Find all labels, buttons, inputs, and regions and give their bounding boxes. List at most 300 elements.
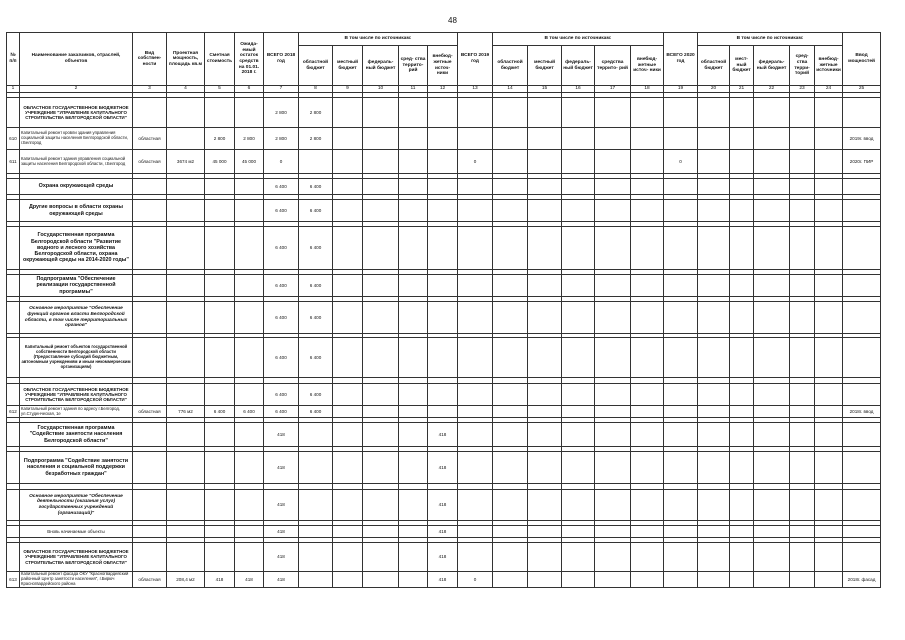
- cell-total-2018: 2 800: [264, 128, 299, 150]
- row-number: [7, 275, 20, 297]
- cell-vn-2019: [631, 406, 664, 418]
- row-name: Капитальный ремонт объектов государственной собственности Белгородской области (Предоставление субсидий бюджетным, автономным учреждениям и иным некоммерческим организациям): [20, 338, 133, 378]
- cell-vn-2018: [428, 227, 458, 270]
- cell-expected: [235, 338, 264, 378]
- cell-ob-2018: 6 400: [299, 302, 333, 334]
- cell-fb-2020: [754, 179, 790, 195]
- cell-mb-2020: [730, 526, 754, 538]
- cell-st-2019: [595, 227, 631, 270]
- cell-ownership: областная: [133, 406, 167, 418]
- cell-mb-2018: [333, 275, 363, 297]
- cell-st-2019: [595, 452, 631, 484]
- cell-st-2018: [399, 452, 428, 484]
- cell-total-2018: 418: [264, 490, 299, 521]
- row-name: Охрана окружающей среды: [20, 179, 133, 195]
- cell-fb-2018: [363, 179, 399, 195]
- cell-mb-2019: [528, 526, 562, 538]
- cell-vn-2018: 418: [428, 490, 458, 521]
- cell-total-2020: [664, 452, 698, 484]
- cell-total-2019: [458, 200, 493, 222]
- cell-vn-2019: [631, 227, 664, 270]
- cell-fb-2020: [754, 128, 790, 150]
- header-capacity: Проектная мощность, площадь кв.м: [167, 33, 205, 86]
- cell-capacity: [167, 179, 205, 195]
- cell-mb-2018: [333, 406, 363, 418]
- cell-ob-2018: [299, 543, 333, 572]
- cell-fb-2019: [562, 490, 595, 521]
- column-number: 23: [790, 86, 815, 93]
- cell-mb-2019: [528, 98, 562, 128]
- cell-st-2018: [399, 275, 428, 297]
- header-name: Наименование заказчиков, отраслей, объектов: [20, 33, 133, 86]
- cell-total-2020: [664, 526, 698, 538]
- cell-vn-2020: [815, 490, 843, 521]
- column-number: 24: [815, 86, 843, 93]
- cell-mb-2020: [730, 384, 754, 406]
- cell-st-2019: [595, 384, 631, 406]
- cell-ob-2020: [698, 275, 730, 297]
- cell-mb-2018: [333, 150, 363, 174]
- cell-st-2019: [595, 98, 631, 128]
- cell-expected: [235, 302, 264, 334]
- cell-vn-2018: [428, 338, 458, 378]
- cell-total-2018: 6 400: [264, 179, 299, 195]
- cell-ob-2019: [493, 200, 528, 222]
- cell-commissioning: [843, 543, 881, 572]
- cell-mb-2019: [528, 179, 562, 195]
- cell-mb-2020: [730, 128, 754, 150]
- cell-total-2018: 6 400: [264, 200, 299, 222]
- row-number: [7, 200, 20, 222]
- cell-st-2018: [399, 338, 428, 378]
- cell-ownership: [133, 338, 167, 378]
- cell-fb-2019: [562, 406, 595, 418]
- cell-ob-2020: [698, 526, 730, 538]
- cell-st-2020: [790, 179, 815, 195]
- cell-fb-2019: [562, 200, 595, 222]
- header-src-2018-regional: областной бюджет: [299, 46, 333, 86]
- cell-ob-2019: [493, 179, 528, 195]
- cell-fb-2019: [562, 302, 595, 334]
- cell-fb-2019: [562, 98, 595, 128]
- cell-fb-2018: [363, 406, 399, 418]
- cell-fb-2018: [363, 490, 399, 521]
- cell-total-2018: 418: [264, 572, 299, 588]
- row-name: Подпрограмма "Обеспечение реализации государственной программы": [20, 275, 133, 297]
- cell-fb-2020: [754, 338, 790, 378]
- cell-fb-2018: [363, 423, 399, 447]
- cell-ob-2018: 2 800: [299, 128, 333, 150]
- cell-vn-2018: [428, 275, 458, 297]
- cell-cost: [205, 490, 235, 521]
- cell-ob-2018: [299, 490, 333, 521]
- cell-ob-2020: [698, 490, 730, 521]
- cell-expected: [235, 179, 264, 195]
- cell-fb-2018: [363, 543, 399, 572]
- cell-fb-2020: [754, 452, 790, 484]
- cell-st-2018: [399, 128, 428, 150]
- cell-st-2018: [399, 98, 428, 128]
- cell-vn-2020: [815, 423, 843, 447]
- row-name: Капитальный ремонт здания управления социальной защиты населения Белгородской области, г.Белгород: [20, 150, 133, 174]
- cell-mb-2018: [333, 302, 363, 334]
- cell-fb-2018: [363, 150, 399, 174]
- cell-mb-2018: [333, 543, 363, 572]
- row-number: 610: [7, 128, 20, 150]
- column-number: 3: [133, 86, 167, 93]
- cell-vn-2018: [428, 179, 458, 195]
- cell-mb-2018: [333, 526, 363, 538]
- cell-total-2020: [664, 227, 698, 270]
- cell-total-2020: [664, 302, 698, 334]
- cell-mb-2018: [333, 423, 363, 447]
- cell-ownership: [133, 423, 167, 447]
- cell-capacity: 776 м2: [167, 406, 205, 418]
- row-number: [7, 423, 20, 447]
- cell-total-2020: [664, 572, 698, 588]
- cell-mb-2019: [528, 406, 562, 418]
- cell-mb-2020: [730, 227, 754, 270]
- cell-cost: [205, 227, 235, 270]
- cell-capacity: [167, 338, 205, 378]
- cell-st-2019: [595, 572, 631, 588]
- cell-ob-2018: 6 400: [299, 179, 333, 195]
- cell-total-2019: [458, 128, 493, 150]
- cell-mb-2018: [333, 338, 363, 378]
- table-row: [7, 452, 881, 484]
- cell-mb-2019: [528, 452, 562, 484]
- cell-vn-2019: [631, 572, 664, 588]
- cell-total-2020: [664, 338, 698, 378]
- cell-mb-2020: [730, 543, 754, 572]
- cell-total-2020: 0: [664, 150, 698, 174]
- cell-vn-2019: [631, 452, 664, 484]
- column-number: 15: [528, 86, 562, 93]
- cell-mb-2019: [528, 128, 562, 150]
- cell-expected: [235, 543, 264, 572]
- cell-mb-2020: [730, 200, 754, 222]
- cell-commissioning: [843, 526, 881, 538]
- cell-ownership: [133, 384, 167, 406]
- cell-mb-2020: [730, 98, 754, 128]
- cell-cost: [205, 98, 235, 128]
- cell-mb-2019: [528, 150, 562, 174]
- investment-table: [6, 32, 881, 588]
- cell-ob-2018: 6 400: [299, 227, 333, 270]
- cell-ob-2020: [698, 150, 730, 174]
- cell-vn-2018: [428, 384, 458, 406]
- cell-total-2019: [458, 338, 493, 378]
- table-row: [7, 384, 881, 406]
- cell-vn-2019: [631, 338, 664, 378]
- cell-expected: [235, 200, 264, 222]
- cell-ownership: областная: [133, 128, 167, 150]
- cell-commissioning: 2018г. фасад: [843, 572, 881, 588]
- cell-st-2018: [399, 543, 428, 572]
- row-number: [7, 543, 20, 572]
- cell-vn-2019: [631, 128, 664, 150]
- header-total-2018: ВСЕГО 2018 год: [264, 33, 299, 86]
- cell-fb-2019: [562, 128, 595, 150]
- cell-commissioning: [843, 200, 881, 222]
- cell-capacity: [167, 526, 205, 538]
- cell-fb-2019: [562, 572, 595, 588]
- cell-fb-2018: [363, 128, 399, 150]
- column-number: 4: [167, 86, 205, 93]
- cell-total-2018: 418: [264, 543, 299, 572]
- cell-ob-2018: 6 400: [299, 384, 333, 406]
- cell-vn-2020: [815, 179, 843, 195]
- cell-fb-2018: [363, 200, 399, 222]
- cell-ob-2018: [299, 526, 333, 538]
- column-number: 20: [698, 86, 730, 93]
- cell-ob-2020: [698, 227, 730, 270]
- cell-total-2020: [664, 543, 698, 572]
- cell-fb-2019: [562, 150, 595, 174]
- table-row: [7, 179, 881, 195]
- cell-vn-2019: [631, 98, 664, 128]
- cell-vn-2020: [815, 275, 843, 297]
- column-number: 10: [363, 86, 399, 93]
- cell-expected: [235, 275, 264, 297]
- cell-vn-2018: [428, 200, 458, 222]
- cell-capacity: 3674 м2: [167, 150, 205, 174]
- cell-mb-2020: [730, 423, 754, 447]
- cell-total-2020: [664, 179, 698, 195]
- cell-st-2020: [790, 572, 815, 588]
- cell-total-2018: 6 400: [264, 406, 299, 418]
- cell-mb-2018: [333, 572, 363, 588]
- cell-st-2018: [399, 179, 428, 195]
- header-total-2019: ВСЕГО 2019 год: [458, 33, 493, 86]
- cell-vn-2020: [815, 572, 843, 588]
- cell-fb-2019: [562, 275, 595, 297]
- cell-capacity: [167, 543, 205, 572]
- cell-st-2019: [595, 490, 631, 521]
- cell-st-2018: [399, 572, 428, 588]
- cell-cost: 2 800: [205, 128, 235, 150]
- cell-st-2020: [790, 227, 815, 270]
- row-name: ОБЛАСТНОЕ ГОСУДАРСТВЕННОЕ БЮДЖЕТНОЕ УЧРЕЖДЕНИЕ "УПРАВЛЕНИЕ КАПИТАЛЬНОГО СТРОИТЕЛЬСТВА БЕЛГОРОДСКОЙ ОБЛАСТИ": [20, 543, 133, 572]
- column-number: 17: [595, 86, 631, 93]
- cell-ownership: [133, 227, 167, 270]
- cell-ob-2019: [493, 406, 528, 418]
- cell-total-2018: 6 400: [264, 384, 299, 406]
- cell-ownership: областная: [133, 572, 167, 588]
- cell-capacity: 208,4 м2: [167, 572, 205, 588]
- cell-st-2020: [790, 406, 815, 418]
- cell-cost: [205, 338, 235, 378]
- cell-st-2019: [595, 200, 631, 222]
- cell-expected: [235, 227, 264, 270]
- header-src-2018-federal: федераль- ный бюджет: [363, 46, 399, 86]
- cell-mb-2020: [730, 338, 754, 378]
- cell-st-2018: [399, 526, 428, 538]
- cell-capacity: [167, 128, 205, 150]
- row-number: [7, 338, 20, 378]
- column-number: 6: [235, 86, 264, 93]
- cell-total-2018: 6 400: [264, 338, 299, 378]
- cell-st-2019: [595, 302, 631, 334]
- cell-total-2018: 2 800: [264, 98, 299, 128]
- row-number: 612: [7, 406, 20, 418]
- cell-ob-2020: [698, 384, 730, 406]
- column-number: 9: [333, 86, 363, 93]
- cell-capacity: [167, 302, 205, 334]
- header-no: № п/п: [7, 33, 20, 86]
- cell-st-2018: [399, 200, 428, 222]
- cell-mb-2018: [333, 128, 363, 150]
- cell-total-2018: 6 400: [264, 302, 299, 334]
- cell-total-2020: [664, 98, 698, 128]
- cell-ob-2020: [698, 572, 730, 588]
- cell-st-2019: [595, 179, 631, 195]
- cell-expected: 45 000: [235, 150, 264, 174]
- cell-st-2018: [399, 384, 428, 406]
- cell-cost: [205, 543, 235, 572]
- cell-ownership: областная: [133, 150, 167, 174]
- column-number-row: [7, 86, 881, 93]
- cell-fb-2018: [363, 98, 399, 128]
- cell-total-2018: 0: [264, 150, 299, 174]
- header-src-2020-local: мест- ный бюджет: [730, 46, 754, 86]
- cell-ob-2018: 2 800: [299, 98, 333, 128]
- cell-st-2018: [399, 150, 428, 174]
- cell-mb-2019: [528, 338, 562, 378]
- cell-vn-2020: [815, 452, 843, 484]
- cell-fb-2019: [562, 384, 595, 406]
- cell-ob-2020: [698, 423, 730, 447]
- cell-fb-2020: [754, 543, 790, 572]
- cell-cost: 418: [205, 572, 235, 588]
- cell-st-2019: [595, 275, 631, 297]
- cell-mb-2020: [730, 452, 754, 484]
- column-number: 22: [754, 86, 790, 93]
- header-src-2019-territories: средства террито- рий: [595, 46, 631, 86]
- cell-expected: [235, 384, 264, 406]
- row-number: [7, 179, 20, 195]
- column-number: 5: [205, 86, 235, 93]
- cell-vn-2018: 418: [428, 452, 458, 484]
- cell-commissioning: [843, 452, 881, 484]
- cell-cost: [205, 302, 235, 334]
- cell-commissioning: 2019г. ввод: [843, 128, 881, 150]
- cell-fb-2020: [754, 490, 790, 521]
- column-number: 12: [428, 86, 458, 93]
- cell-capacity: [167, 200, 205, 222]
- column-number: 11: [399, 86, 428, 93]
- table-row: [7, 275, 881, 297]
- cell-fb-2019: [562, 179, 595, 195]
- cell-mb-2018: [333, 227, 363, 270]
- cell-expected: 418: [235, 572, 264, 588]
- cell-fb-2019: [562, 452, 595, 484]
- cell-commissioning: [843, 423, 881, 447]
- cell-expected: [235, 452, 264, 484]
- cell-fb-2018: [363, 384, 399, 406]
- header-sources-2020: В том числе по источникам:: [698, 33, 843, 46]
- cell-vn-2020: [815, 338, 843, 378]
- cell-commissioning: [843, 384, 881, 406]
- cell-mb-2018: [333, 179, 363, 195]
- cell-total-2020: [664, 384, 698, 406]
- row-name: Государственная программа Белгородской области "Развитие водного и лесного хозяйства Белгородской области, охрана окружающей среды на 2014-2020 годы": [20, 227, 133, 270]
- cell-fb-2020: [754, 200, 790, 222]
- cell-total-2019: [458, 275, 493, 297]
- cell-vn-2019: [631, 526, 664, 538]
- cell-ob-2020: [698, 200, 730, 222]
- cell-ob-2020: [698, 406, 730, 418]
- cell-vn-2018: [428, 150, 458, 174]
- column-number: 14: [493, 86, 528, 93]
- cell-total-2019: [458, 302, 493, 334]
- cell-vn-2019: [631, 423, 664, 447]
- table-row: [7, 406, 881, 418]
- cell-mb-2019: [528, 275, 562, 297]
- cell-total-2020: [664, 406, 698, 418]
- column-number: 13: [458, 86, 493, 93]
- table-row: [7, 423, 881, 447]
- cell-vn-2019: [631, 179, 664, 195]
- row-number: [7, 98, 20, 128]
- cell-commissioning: [843, 98, 881, 128]
- table-row: [7, 227, 881, 270]
- cell-total-2019: [458, 543, 493, 572]
- cell-st-2020: [790, 98, 815, 128]
- cell-ob-2019: [493, 572, 528, 588]
- cell-total-2018: 418: [264, 423, 299, 447]
- cell-mb-2019: [528, 543, 562, 572]
- cell-st-2020: [790, 452, 815, 484]
- row-number: [7, 227, 20, 270]
- row-name: Основное мероприятие "Обеспечение деятельности (оказания услуг) государственных учреждений (организаций)": [20, 490, 133, 521]
- cell-capacity: [167, 384, 205, 406]
- header-src-2019-extrabudget: внебюд- жетные источ- ники: [631, 46, 664, 86]
- cell-fb-2019: [562, 543, 595, 572]
- cell-expected: [235, 98, 264, 128]
- row-name: Капитальный ремонт кровли здания управления социальной защиты населения Белгородской области, г.Белгород: [20, 128, 133, 150]
- cell-capacity: [167, 227, 205, 270]
- cell-st-2020: [790, 128, 815, 150]
- cell-total-2019: [458, 227, 493, 270]
- cell-fb-2020: [754, 423, 790, 447]
- cell-st-2020: [790, 275, 815, 297]
- cell-total-2018: 418: [264, 526, 299, 538]
- cell-total-2019: [458, 423, 493, 447]
- row-name: ОБЛАСТНОЕ ГОСУДАРСТВЕННОЕ БЮДЖЕТНОЕ УЧРЕЖДЕНИЕ "УПРАВЛЕНИЕ КАПИТАЛЬНОГО СТРОИТЕЛЬСТВА БЕЛГОРОДСКОЙ ОБЛАСТИ": [20, 98, 133, 128]
- cell-total-2019: 0: [458, 572, 493, 588]
- cell-fb-2020: [754, 572, 790, 588]
- header-src-2019-federal: федераль- ный бюджет: [562, 46, 595, 86]
- cell-mb-2019: [528, 302, 562, 334]
- cell-vn-2019: [631, 275, 664, 297]
- cell-vn-2020: [815, 150, 843, 174]
- cell-mb-2019: [528, 227, 562, 270]
- cell-cost: [205, 384, 235, 406]
- row-name: Вновь начинаемые объекты: [20, 526, 133, 538]
- cell-fb-2020: [754, 384, 790, 406]
- cell-fb-2018: [363, 227, 399, 270]
- cell-ownership: [133, 200, 167, 222]
- header-src-2018-territories: сред- ства террито- рий: [399, 46, 428, 86]
- cell-mb-2018: [333, 490, 363, 521]
- table-body: [7, 93, 881, 588]
- column-number: 2: [20, 86, 133, 93]
- cell-st-2019: [595, 406, 631, 418]
- cell-ob-2019: [493, 275, 528, 297]
- cell-fb-2018: [363, 572, 399, 588]
- header-sources-2019: В том числе по источникам:: [493, 33, 664, 46]
